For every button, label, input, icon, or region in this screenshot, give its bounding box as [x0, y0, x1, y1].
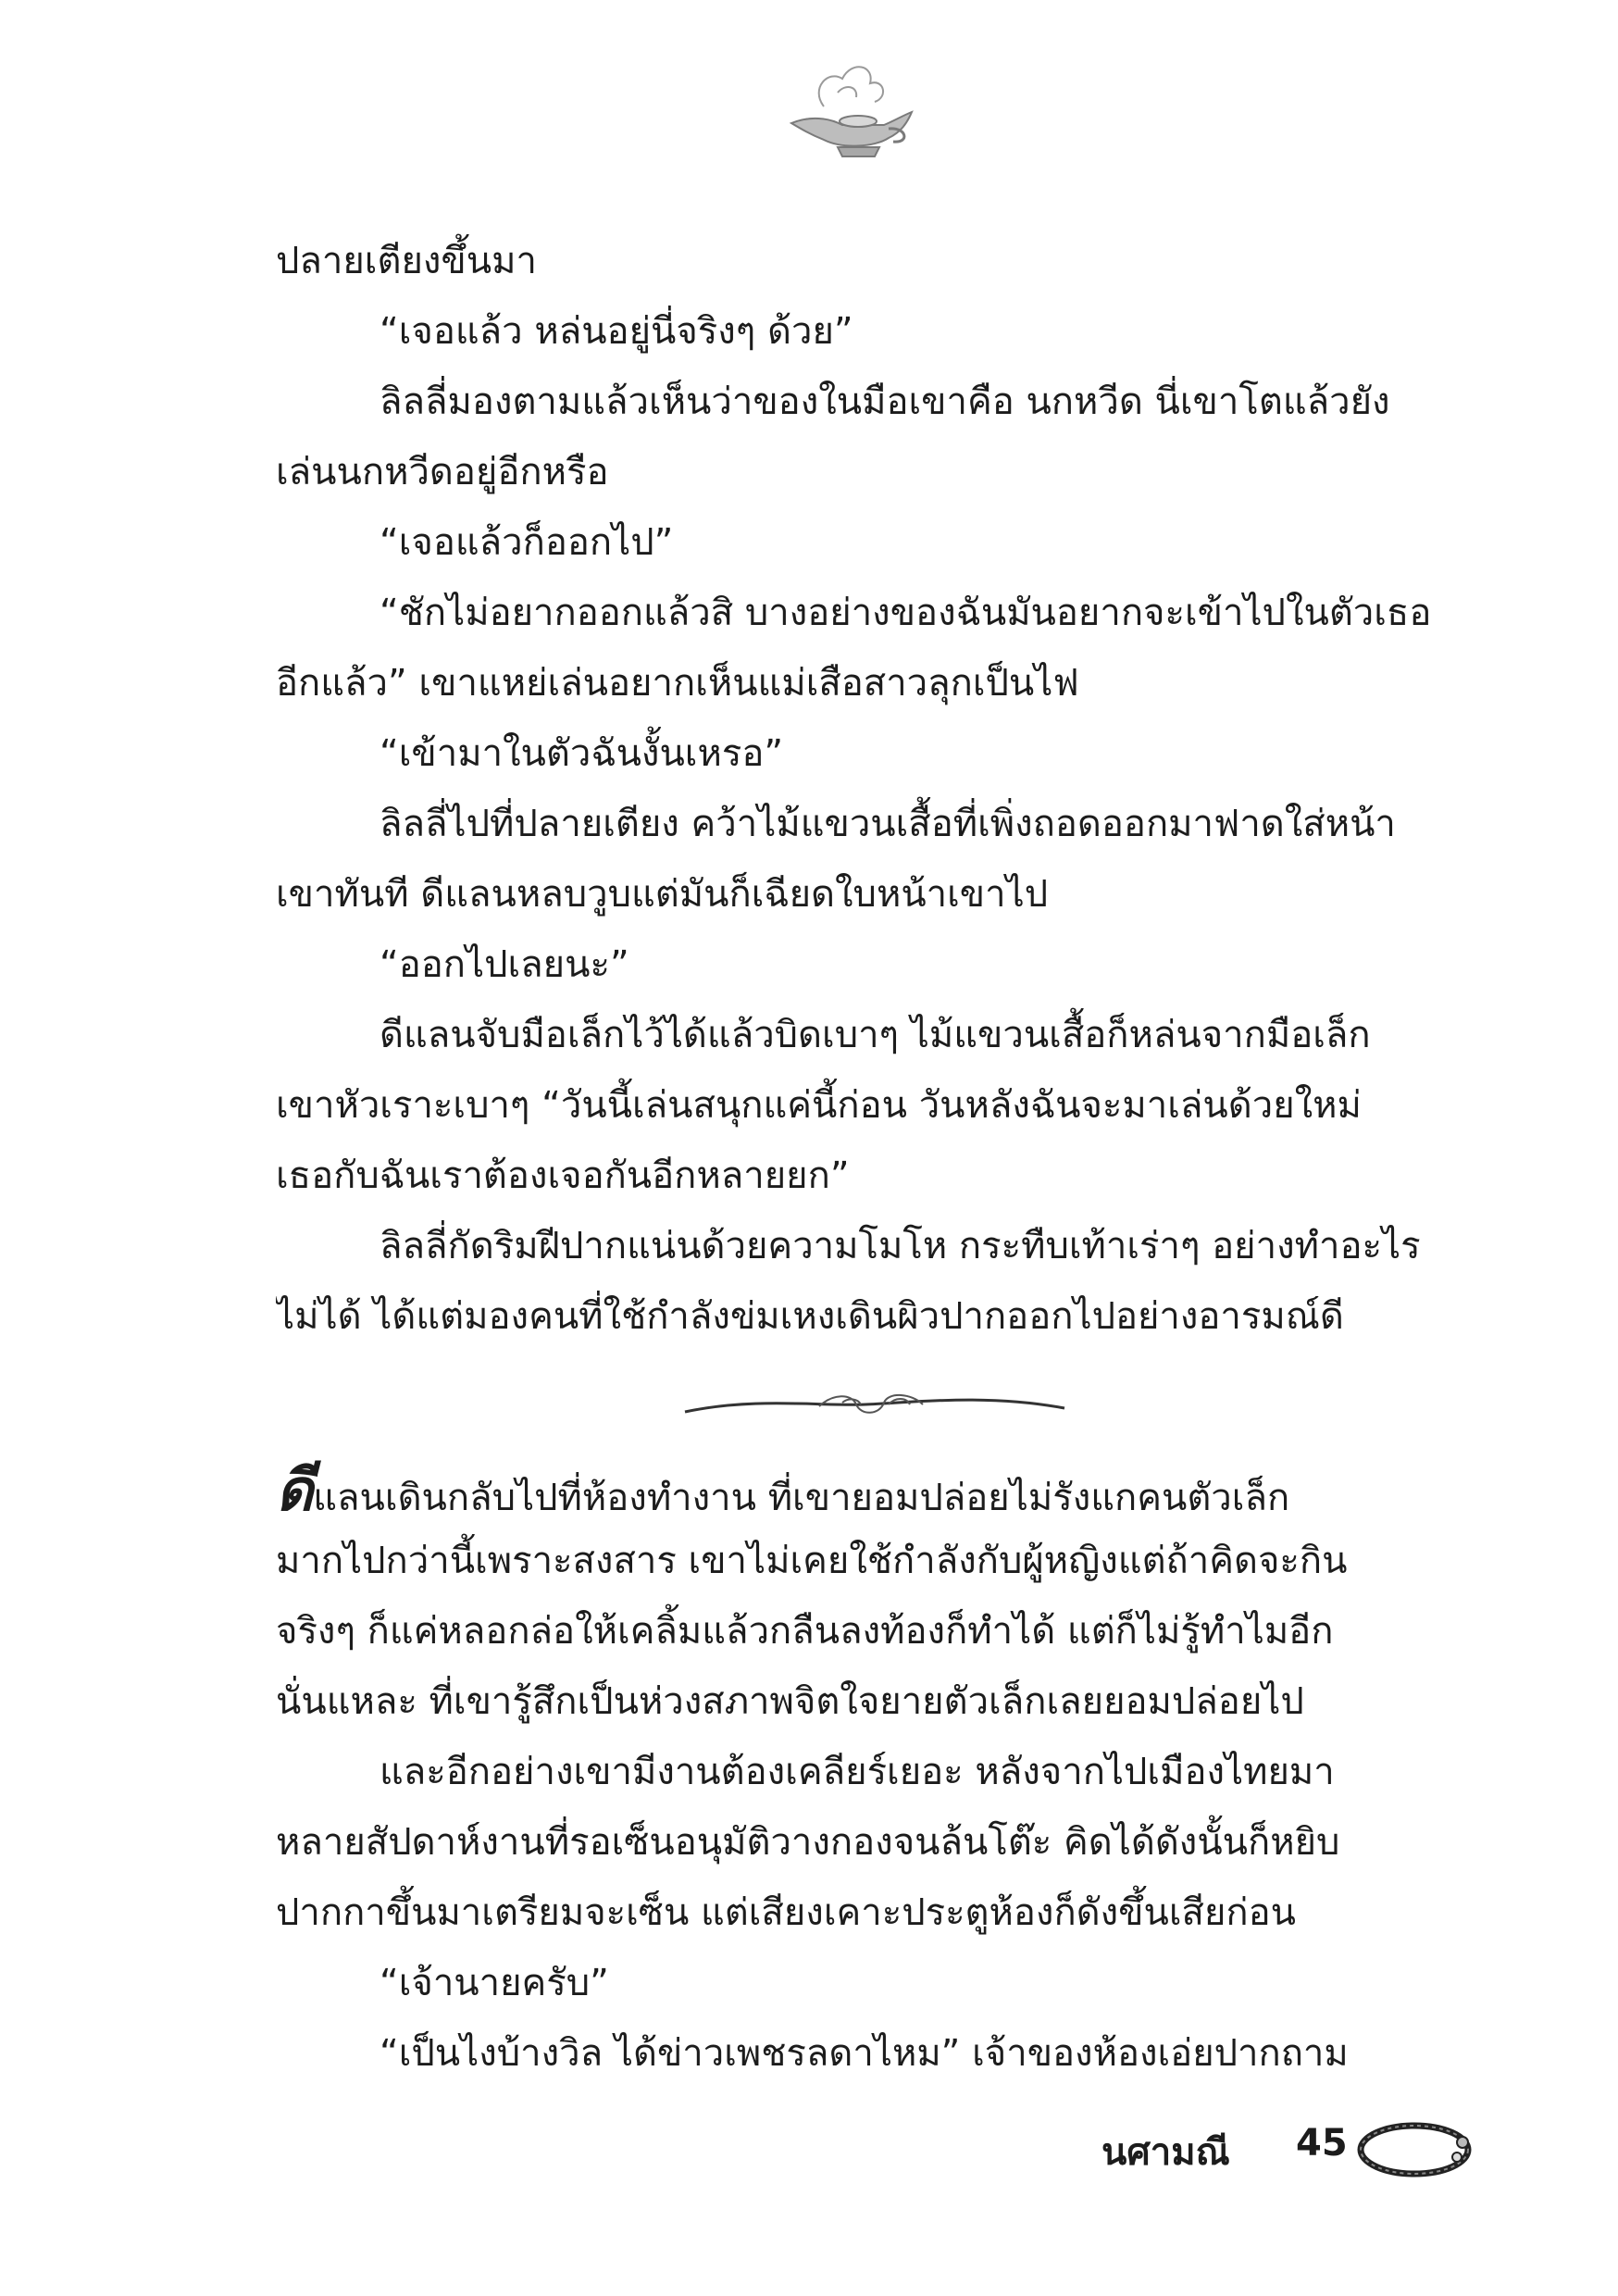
page-footer [1101, 2111, 1490, 2185]
body-section-1 [276, 226, 1461, 1352]
book-title: นศามณี [1101, 2131, 1230, 2174]
paragraph-line: ปากกาขึ้นมาเตรียมจะเซ็น แต่เสียงเคาะประตูห้องก็ดังขึ้นเสียก่อน [276, 1891, 1296, 1934]
paragraph-line: “เป็นไงบ้างวิล ได้ข่าวเพชรลดาไหม” เจ้าของห้องเอ่ยปากถาม [380, 2032, 1349, 2075]
paragraph-line: อีกแล้ว” เขาแหย่เล่นอยากเห็นแม่เสือสาวลุกเป็นไฟ [276, 662, 1079, 705]
paragraph-line: ลิลลี่มองตามแล้วเห็นว่าของในมือเขาคือ นกหวีด นี่เขาโตแล้วยัง [380, 381, 1390, 423]
paragraph-first-line [276, 1455, 1461, 1526]
genie-lamp-icon [773, 51, 921, 171]
bracelet-icon [1350, 2111, 1479, 2185]
paragraph-line: จริงๆ ก็แค่หลอกล่อให้เคลิ้มแล้วกลืนลงท้องก็ทำได้ แต่ก็ไม่รู้ทำไมอีก [276, 1610, 1334, 1653]
paragraph-line: ลิลลี่กัดริมฝีปากแน่นด้วยความโมโห กระทืบเท้าเร่าๆ อย่างทำอะไร [380, 1225, 1421, 1267]
paragraph-line: “ออกไปเลยนะ” [380, 943, 629, 986]
paragraph-line: เล่นนกหวีดอยู่อีกหรือ [276, 451, 609, 493]
paragraph-line: มากไปกว่านี้เพราะสงสาร เขาไม่เคยใช้กำลังกับผู้หญิงแต่ถ้าคิดจะกิน [276, 1540, 1348, 1582]
page-number: 45 [1296, 2122, 1348, 2165]
paragraph-line: ปลายเตียงขึ้นมา [276, 240, 537, 282]
first-line-text: แลนเดินกลับไปที่ห้องทำงาน ที่เขายอมปล่อยไม่รังแกคนตัวเล็ก [313, 1477, 1290, 1519]
paragraph-line: นั่นแหละ ที่เขารู้สึกเป็นห่วงสภาพจิตใจยายตัวเล็กเลยยอมปล่อยไป [276, 1680, 1304, 1723]
dropcap: ดี [276, 1456, 314, 1524]
body-section-2 [276, 1455, 1461, 2089]
paragraph-line: “ชักไม่อยากออกแล้วสิ บางอย่างของฉันมันอยากจะเข้าไปในตัวเธอ [380, 592, 1432, 634]
paragraph-line: ดีแลนจับมือเล็กไว้ได้แล้วบิดเบาๆ ไม้แขวนเสื้อก็หล่นจากมือเล็ก [380, 1014, 1371, 1056]
paragraph-line: เธอกับฉันเราต้องเจอกันอีกหลายยก” [276, 1154, 850, 1197]
paragraph-line: ลิลลี่ไปที่ปลายเตียง คว้าไม้แขวนเสื้อที่เพิ่งถอดออกมาฟาดใส่หน้า [380, 803, 1396, 845]
paragraph-line: “เข้ามาในตัวฉันงั้นเหรอ” [380, 732, 784, 775]
paragraph-line: ไม่ได้ ได้แต่มองคนที่ใช้กำลังข่มเหงเดินผิวปากออกไปอย่างอารมณ์ดี [276, 1295, 1344, 1338]
paragraph-line: “เจอแล้ว หล่นอยู่นี่จริงๆ ด้วย” [380, 310, 853, 353]
flourish-divider-icon [680, 1384, 1069, 1429]
paragraph-line: และอีกอย่างเขามีงานต้องเคลียร์เยอะ หลังจากไปเมืองไทยมา [380, 1751, 1335, 1793]
paragraph-line: เขาหัวเราะเบาๆ “วันนี้เล่นสนุกแค่นี้ก่อน วันหลังฉันจะมาเล่นด้วยใหม่ [276, 1084, 1362, 1127]
paragraph-line: “เจอแล้วก็ออกไป” [380, 521, 674, 564]
paragraph-line: เขาทันที ดีแลนหลบวูบแต่มันก็เฉียดใบหน้าเขาไป [276, 873, 1049, 916]
paragraph-line: “เจ้านายครับ” [380, 1962, 609, 2004]
paragraph-line: หลายสัปดาห์งานที่รอเซ็นอนุมัติวางกองจนล้นโต๊ะ คิดได้ดังนั้นก็หยิบ [276, 1821, 1340, 1864]
